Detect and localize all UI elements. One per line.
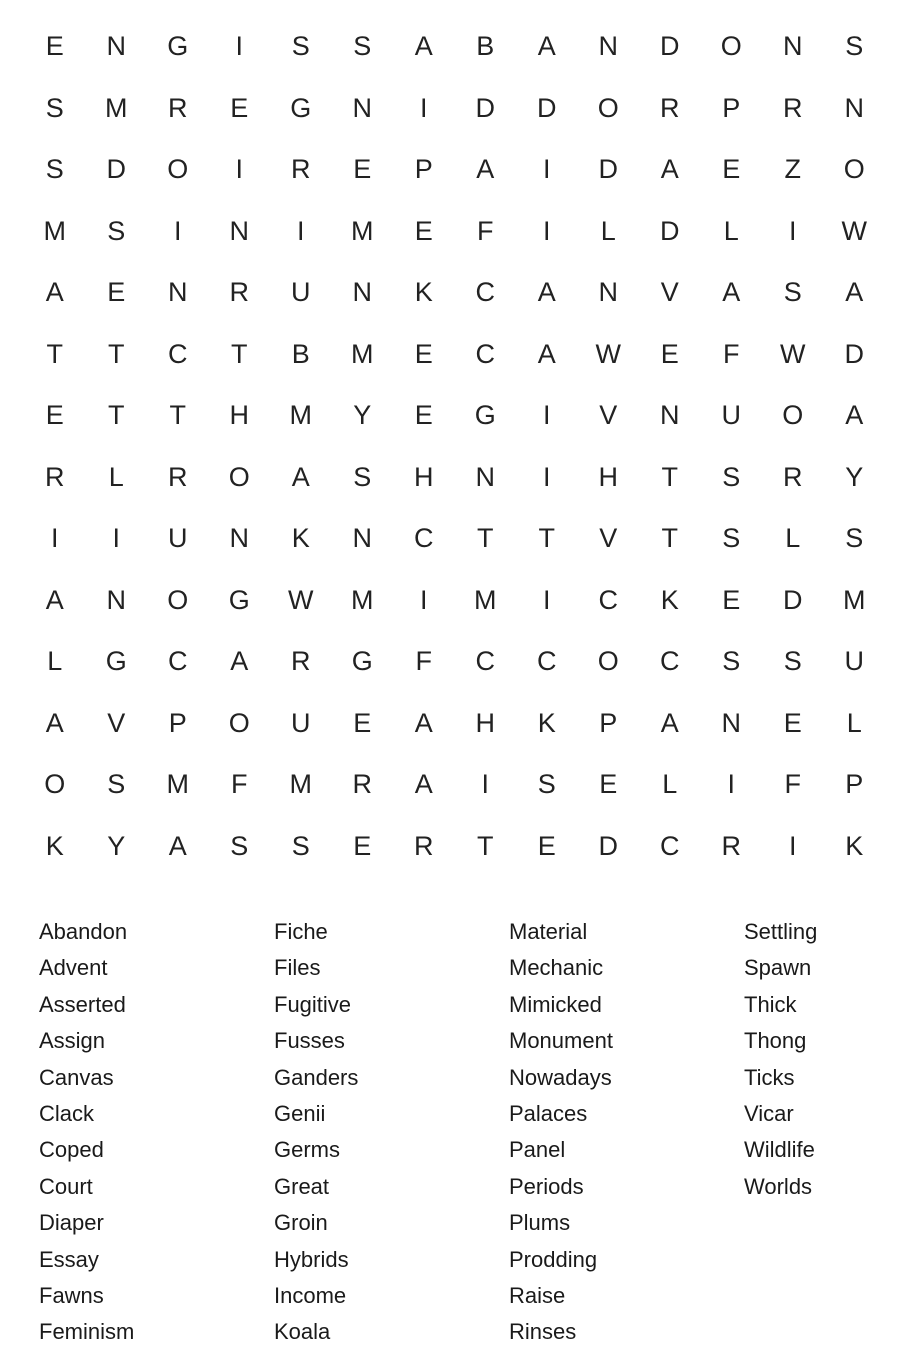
grid-cell[interactable]: K <box>845 830 864 861</box>
word-list-item: Fugitive <box>274 991 352 1017</box>
grid-cell[interactable]: N <box>660 400 680 431</box>
grid-cell[interactable]: N <box>598 277 618 308</box>
grid-cell[interactable]: W <box>288 584 314 615</box>
grid-cell[interactable]: W <box>841 215 867 246</box>
word-list-item: Raise <box>509 1282 566 1308</box>
grid-cell[interactable]: G <box>228 584 250 615</box>
grid-cell[interactable]: T <box>169 400 186 431</box>
word-list-item: Nowadays <box>509 1064 612 1090</box>
grid-cell[interactable]: M <box>289 400 312 431</box>
grid-cell[interactable]: U <box>721 400 741 431</box>
word-list-item: Rinses <box>509 1319 577 1345</box>
grid-cell[interactable]: T <box>661 461 678 492</box>
grid-cell[interactable]: G <box>351 646 373 677</box>
grid-cell[interactable]: N <box>168 277 188 308</box>
word-list-item: Panel <box>509 1137 566 1163</box>
grid-cell[interactable]: Y <box>845 461 864 492</box>
grid-cell[interactable]: D <box>598 830 618 861</box>
grid-cell[interactable]: S <box>45 154 64 185</box>
word-list-item: Genii <box>274 1100 326 1126</box>
grid-cell[interactable]: K <box>45 830 64 861</box>
word-list-item: Palaces <box>509 1100 588 1126</box>
grid-cell[interactable]: N <box>229 523 249 554</box>
grid-cell[interactable]: S <box>722 461 741 492</box>
grid-cell[interactable]: E <box>660 338 679 369</box>
grid-cell[interactable]: T <box>108 338 125 369</box>
grid-cell[interactable]: P <box>722 92 741 123</box>
grid-cell[interactable]: D <box>783 584 803 615</box>
grid-cell[interactable]: M <box>474 584 497 615</box>
grid-cell[interactable]: I <box>542 461 551 492</box>
grid-cell[interactable]: U <box>291 707 311 738</box>
grid-cell[interactable]: T <box>661 523 678 554</box>
grid-cell[interactable]: D <box>106 154 126 185</box>
word-list-item: Material <box>509 919 588 944</box>
word-list-column <box>509 914 729 1351</box>
grid-cell[interactable]: M <box>289 769 312 800</box>
grid-cell[interactable]: E <box>414 400 433 431</box>
grid-cell[interactable]: S <box>722 646 741 677</box>
word-list-item: Assign <box>39 1028 106 1054</box>
grid-cell[interactable]: I <box>112 523 120 554</box>
grid-cell[interactable]: U <box>844 646 864 677</box>
grid-cell[interactable]: E <box>353 154 372 185</box>
word-list-item: Coped <box>39 1137 104 1163</box>
grid-cell[interactable]: R <box>229 277 249 308</box>
grid-cell[interactable]: I <box>419 584 428 615</box>
word-list-item: Great <box>274 1173 330 1199</box>
grid-cell[interactable]: I <box>235 31 243 62</box>
grid-cell[interactable]: A <box>537 277 556 308</box>
grid-cell[interactable]: R <box>45 461 65 492</box>
grid-cell[interactable]: T <box>231 338 248 369</box>
grid-cell[interactable]: C <box>475 646 495 677</box>
grid-cell[interactable]: C <box>475 338 495 369</box>
word-list-item: Thick <box>744 991 797 1017</box>
grid-cell[interactable]: Y <box>353 400 372 431</box>
grid-cell[interactable]: U <box>291 277 311 308</box>
grid-cell[interactable]: A <box>45 584 64 615</box>
grid-cell[interactable]: U <box>168 523 188 554</box>
grid-cell[interactable]: C <box>660 646 680 677</box>
grid-cell[interactable]: A <box>660 154 679 185</box>
grid-cell[interactable]: T <box>108 400 125 431</box>
word-list-item: Essay <box>39 1246 99 1272</box>
grid-cell[interactable]: O <box>167 584 189 615</box>
grid-cell[interactable]: C <box>168 338 188 369</box>
grid-cell[interactable]: C <box>414 523 434 554</box>
grid-cell[interactable]: W <box>780 338 806 369</box>
grid-cell[interactable]: P <box>168 707 187 738</box>
word-list-item: Worlds <box>744 1173 813 1199</box>
grid-cell[interactable]: S <box>107 215 126 246</box>
word-list-item: Settling <box>744 919 818 944</box>
word-list-item: Koala <box>274 1319 331 1345</box>
word-list-item: Ganders <box>274 1064 359 1090</box>
grid-cell[interactable]: E <box>783 707 802 738</box>
word-list-item: Asserted <box>39 991 126 1017</box>
grid-cell[interactable]: A <box>291 461 310 492</box>
grid-cell[interactable]: N <box>352 92 372 123</box>
grid-cell[interactable]: C <box>475 277 495 308</box>
grid-cell[interactable]: I <box>542 154 551 185</box>
grid-cell[interactable]: L <box>785 523 801 554</box>
grid-cell[interactable]: R <box>783 461 803 492</box>
grid-cell[interactable]: E <box>45 31 64 62</box>
grid-cell[interactable]: I <box>50 523 59 554</box>
grid-cell[interactable]: L <box>108 461 124 492</box>
grid-cell[interactable]: A <box>845 400 864 431</box>
grid-cell[interactable]: L <box>723 215 739 246</box>
word-list-item: Advent <box>39 955 108 981</box>
grid-cell[interactable]: S <box>291 31 310 62</box>
grid-cell[interactable]: S <box>353 461 372 492</box>
grid-cell[interactable]: E <box>107 277 126 308</box>
word-list-item: Feminism <box>39 1319 135 1345</box>
grid-cell[interactable]: M <box>351 215 374 246</box>
word-list-item: Monument <box>509 1028 613 1054</box>
grid-cell[interactable]: E <box>414 338 433 369</box>
grid-cell[interactable]: A <box>230 646 249 677</box>
grid-cell[interactable]: V <box>599 523 618 554</box>
word-list-item: Diaper <box>39 1210 104 1236</box>
word-list-item: Hybrids <box>274 1246 349 1272</box>
grid-cell[interactable]: L <box>846 707 862 738</box>
grid-cell[interactable]: N <box>352 277 372 308</box>
grid-cell[interactable]: S <box>845 31 864 62</box>
word-list-item: Groin <box>274 1210 328 1236</box>
word-list-item: Plums <box>509 1210 571 1236</box>
grid-cell[interactable]: O <box>597 92 619 123</box>
grid-cell[interactable]: E <box>722 154 741 185</box>
grid-cell[interactable]: A <box>660 707 679 738</box>
grid-cell[interactable]: M <box>351 338 374 369</box>
grid-cell[interactable]: O <box>597 646 619 677</box>
grid-cell[interactable]: I <box>788 215 797 246</box>
grid-cell[interactable]: I <box>727 769 735 800</box>
grid-cell[interactable]: S <box>783 277 802 308</box>
grid-cell[interactable]: I <box>419 92 428 123</box>
grid-cell[interactable]: C <box>660 830 680 861</box>
grid-cell[interactable]: O <box>720 31 742 62</box>
grid-cell[interactable]: O <box>782 400 804 431</box>
word-list-item: Files <box>274 955 321 981</box>
grid-cell[interactable]: R <box>168 461 188 492</box>
grid-cell[interactable]: A <box>45 707 64 738</box>
grid-cell[interactable]: A <box>168 830 187 861</box>
grid-cell[interactable]: O <box>228 461 250 492</box>
grid-cell[interactable]: N <box>106 31 126 62</box>
grid-cell[interactable]: A <box>537 31 556 62</box>
grid-cell[interactable]: P <box>599 707 618 738</box>
grid-cell[interactable]: S <box>353 31 372 62</box>
grid-cell[interactable]: O <box>843 154 865 185</box>
grid-cell[interactable]: I <box>235 154 243 185</box>
word-list-item: Periods <box>509 1173 584 1199</box>
letter-grid <box>24 16 885 877</box>
grid-cell[interactable]: O <box>167 154 189 185</box>
grid-cell[interactable]: I <box>542 400 551 431</box>
word-list-item: Mimicked <box>509 991 602 1017</box>
grid-cell[interactable]: E <box>537 830 556 861</box>
grid-cell[interactable]: L <box>662 769 678 800</box>
grid-cell[interactable]: I <box>173 215 182 246</box>
word-list-item: Fusses <box>274 1028 345 1054</box>
grid-cell[interactable]: M <box>843 584 866 615</box>
word-list-item: Fawns <box>39 1282 104 1308</box>
grid-cell[interactable]: D <box>844 338 864 369</box>
word-list-item: Mechanic <box>509 955 604 981</box>
grid-cell[interactable]: F <box>723 338 740 369</box>
grid-cell[interactable]: K <box>414 277 433 308</box>
grid-cell[interactable]: H <box>229 400 249 431</box>
grid-cell[interactable]: A <box>722 277 741 308</box>
grid-cell[interactable]: I <box>542 215 551 246</box>
grid-cell[interactable]: T <box>477 830 494 861</box>
grid-cell[interactable]: W <box>595 338 621 369</box>
word-list-item: Canvas <box>39 1064 114 1090</box>
word-list-column <box>274 914 494 1351</box>
grid-cell[interactable]: G <box>474 400 496 431</box>
grid-cell[interactable]: K <box>291 523 310 554</box>
grid-cell[interactable]: I <box>481 769 489 800</box>
grid-cell[interactable]: A <box>414 31 433 62</box>
grid-cell[interactable]: E <box>353 830 372 861</box>
word-list-item: Abandon <box>39 919 128 944</box>
grid-cell[interactable]: M <box>105 92 128 123</box>
grid-cell[interactable]: N <box>721 707 741 738</box>
grid-cell[interactable]: A <box>414 707 433 738</box>
grid-cell[interactable]: S <box>783 646 802 677</box>
grid-cell[interactable]: A <box>537 338 556 369</box>
grid-cell[interactable]: I <box>788 830 797 861</box>
word-list-item: Clack <box>39 1100 95 1126</box>
word-list-item: Prodding <box>509 1246 598 1272</box>
grid-cell[interactable]: P <box>845 769 864 800</box>
grid-cell[interactable]: L <box>47 646 63 677</box>
grid-cell[interactable]: E <box>414 215 433 246</box>
grid-cell[interactable]: S <box>537 769 556 800</box>
grid-cell[interactable]: S <box>722 523 741 554</box>
grid-cell[interactable]: G <box>105 646 127 677</box>
grid-cell[interactable]: E <box>45 400 64 431</box>
grid-cell[interactable]: F <box>784 769 801 800</box>
grid-cell[interactable]: A <box>414 769 433 800</box>
grid-cell[interactable]: A <box>45 277 64 308</box>
grid-cell[interactable]: T <box>477 523 494 554</box>
grid-cell[interactable]: R <box>414 830 434 861</box>
word-list-item: Fiche <box>274 919 328 944</box>
grid-cell[interactable]: N <box>229 215 249 246</box>
grid-cell[interactable]: E <box>353 707 372 738</box>
grid-cell[interactable]: I <box>296 215 305 246</box>
grid-cell[interactable]: E <box>722 584 741 615</box>
grid-cell[interactable]: N <box>598 31 618 62</box>
grid-cell[interactable]: K <box>660 584 679 615</box>
grid-cell[interactable]: S <box>291 830 310 861</box>
grid-cell[interactable]: O <box>228 707 250 738</box>
word-list-item: Vicar <box>744 1100 794 1126</box>
grid-cell[interactable]: T <box>538 523 555 554</box>
grid-cell[interactable]: N <box>106 584 126 615</box>
grid-cell[interactable]: N <box>475 461 495 492</box>
grid-cell[interactable]: C <box>537 646 557 677</box>
grid-cell[interactable]: D <box>660 215 680 246</box>
grid-cell[interactable]: B <box>476 31 495 62</box>
grid-cell[interactable]: H <box>598 461 618 492</box>
word-list-item: Germs <box>274 1137 340 1163</box>
grid-cell[interactable]: S <box>845 523 864 554</box>
grid-cell[interactable]: A <box>845 277 864 308</box>
grid-cell[interactable]: D <box>475 92 495 123</box>
word-list-item: Spawn <box>744 955 812 981</box>
grid-cell[interactable]: G <box>167 31 189 62</box>
grid-cell[interactable]: H <box>414 461 434 492</box>
grid-cell[interactable]: B <box>291 338 310 369</box>
grid-cell[interactable]: R <box>660 92 680 123</box>
grid-cell[interactable]: M <box>43 215 66 246</box>
grid-cell[interactable]: S <box>45 92 64 123</box>
grid-cell[interactable]: M <box>351 584 374 615</box>
grid-cell[interactable]: H <box>475 707 495 738</box>
grid-cell[interactable]: R <box>721 830 741 861</box>
grid-cell[interactable]: R <box>291 646 311 677</box>
grid-cell[interactable]: I <box>542 584 551 615</box>
grid-cell[interactable]: S <box>107 769 126 800</box>
grid-cell[interactable]: N <box>783 31 803 62</box>
grid-cell[interactable]: C <box>598 584 618 615</box>
grid-cell[interactable]: P <box>414 154 433 185</box>
grid-cell[interactable]: G <box>290 92 312 123</box>
word-list-item: Ticks <box>744 1064 795 1090</box>
grid-cell[interactable]: Y <box>107 830 126 861</box>
grid-cell[interactable]: F <box>477 215 494 246</box>
grid-cell[interactable]: D <box>660 31 680 62</box>
grid-cell[interactable]: M <box>166 769 189 800</box>
grid-cell[interactable]: V <box>660 277 679 308</box>
word-list-item: Thong <box>744 1028 807 1054</box>
grid-cell[interactable]: F <box>415 646 432 677</box>
grid-cell[interactable]: E <box>599 769 618 800</box>
word-list-item: Court <box>39 1173 93 1199</box>
grid-cell[interactable]: L <box>600 215 616 246</box>
grid-cell[interactable]: N <box>352 523 372 554</box>
grid-cell[interactable]: N <box>844 92 864 123</box>
word-list-column <box>744 914 902 1205</box>
grid-cell[interactable]: R <box>783 92 803 123</box>
grid-cell[interactable]: Z <box>784 154 801 185</box>
word-list-column <box>39 914 259 1351</box>
grid-cell[interactable]: A <box>476 154 495 185</box>
grid-cell[interactable]: R <box>352 769 372 800</box>
word-list-item: Income <box>274 1282 347 1308</box>
grid-cell[interactable]: S <box>230 830 249 861</box>
grid-cell[interactable]: K <box>537 707 556 738</box>
grid-cell[interactable]: T <box>46 338 63 369</box>
grid-cell[interactable]: D <box>598 154 618 185</box>
grid-cell[interactable]: O <box>44 769 66 800</box>
grid-cell[interactable]: C <box>168 646 188 677</box>
grid-cell[interactable]: E <box>230 92 249 123</box>
grid-cell[interactable]: F <box>231 769 248 800</box>
grid-cell[interactable]: V <box>107 707 126 738</box>
grid-cell[interactable]: R <box>291 154 311 185</box>
grid-cell[interactable]: D <box>537 92 557 123</box>
word-list-item: Wildlife <box>744 1137 815 1163</box>
grid-cell[interactable]: R <box>168 92 188 123</box>
grid-cell[interactable]: V <box>599 400 618 431</box>
